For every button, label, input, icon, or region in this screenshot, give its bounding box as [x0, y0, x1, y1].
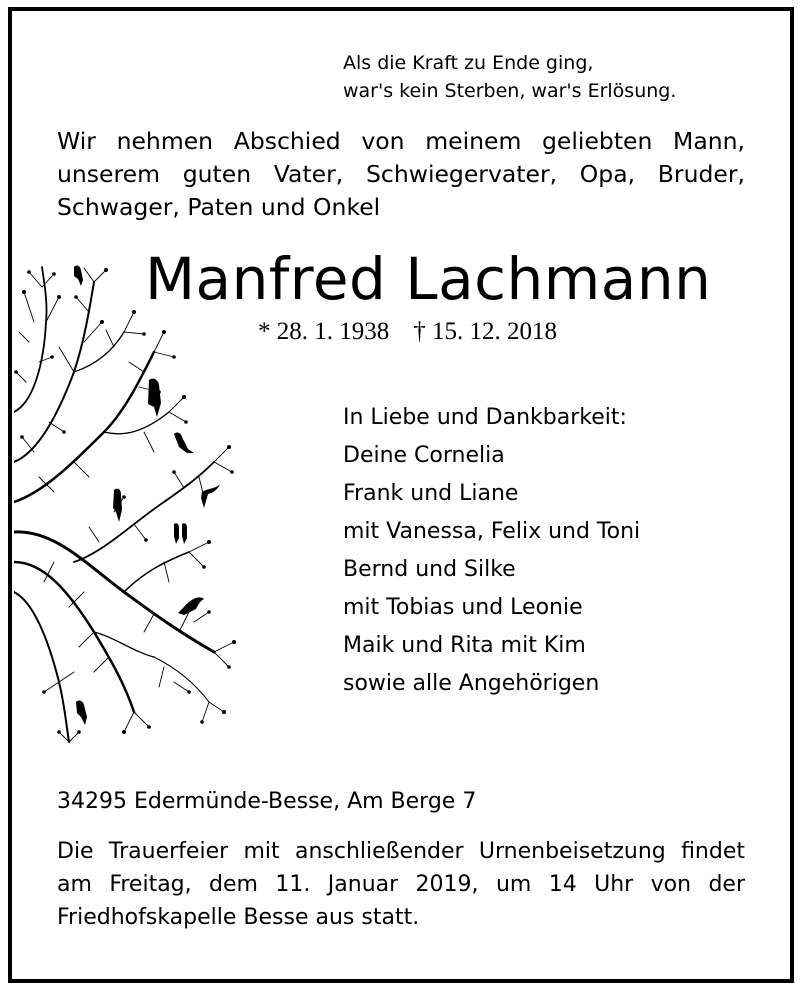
- mourners-line: Bernd und Silke: [343, 557, 516, 582]
- mourners-line: mit Tobias und Leonie: [343, 595, 583, 620]
- farewell-intro: Wir nehmen Abschied von meinem geliebten Mann, unserem guten Vater, Schwiegervater, Opa, Bruder, Schwager, Paten und Onkel: [57, 127, 745, 221]
- deceased-name: Manfred Lachmann: [145, 245, 712, 313]
- family-address: 34295 Edermünde-Besse, Am Berge 7: [57, 789, 477, 814]
- quote-line-1: Als die Kraft zu Ende ging,: [343, 52, 594, 74]
- mourners-line: sowie alle Angehörigen: [343, 671, 600, 696]
- life-dates: [258, 317, 557, 347]
- mourners-line: Maik und Rita mit Kim: [343, 633, 586, 658]
- mourners-line: Frank und Liane: [343, 481, 519, 506]
- mourners-list: [343, 399, 640, 703]
- mourners-line: mit Vanessa, Felix und Toni: [343, 519, 641, 544]
- bird-1: [148, 379, 161, 417]
- funeral-ceremony-info: Die Trauerfeier mit anschließender Urnenbeisetzung findet am Freitag, dem 11. Januar 2019, um 14 Uhr von der Friedhofskapelle Besse aus statt.: [57, 839, 745, 930]
- tree-with-birds-illustration: [14, 262, 244, 752]
- quote-line-2: war's kein Sterben, war's Erlösung.: [343, 80, 677, 102]
- death-date: † 15. 12. 2018: [413, 318, 557, 345]
- mourners-line: In Liebe und Dankbarkeit:: [343, 405, 627, 430]
- memorial-quote: [343, 49, 676, 105]
- mourners-line: Deine Cornelia: [343, 443, 505, 468]
- birth-date: * 28. 1. 1938: [258, 318, 390, 345]
